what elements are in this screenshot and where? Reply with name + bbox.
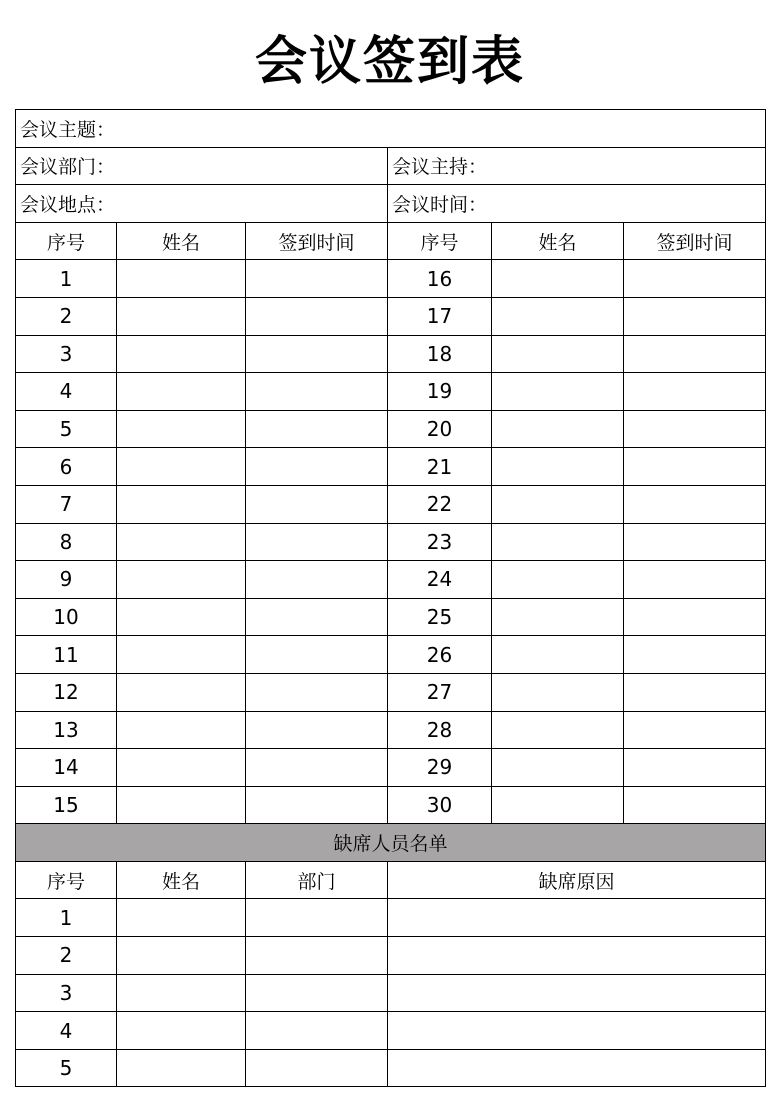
seq-cell: 16: [388, 260, 492, 298]
name-cell[interactable]: [117, 673, 246, 711]
seq-cell: 25: [388, 598, 492, 636]
seq-cell: 17: [388, 297, 492, 335]
name-cell[interactable]: [492, 297, 624, 335]
name-cell[interactable]: [492, 373, 624, 411]
sign-time-cell[interactable]: [624, 260, 766, 298]
sign-time-cell[interactable]: [624, 711, 766, 749]
name-cell[interactable]: [492, 448, 624, 486]
name-cell[interactable]: [492, 598, 624, 636]
seq-header: 序号: [16, 861, 117, 899]
topic-field[interactable]: 会议主题：: [16, 110, 766, 148]
department-cell[interactable]: [246, 1012, 388, 1050]
seq-cell: 29: [388, 749, 492, 787]
name-cell[interactable]: [492, 673, 624, 711]
sign-time-cell[interactable]: [624, 523, 766, 561]
name-cell[interactable]: [117, 937, 246, 975]
seq-cell: 2: [16, 937, 117, 975]
sign-time-cell[interactable]: [246, 448, 388, 486]
table-row: [16, 523, 766, 561]
absent-header-row: [16, 861, 766, 899]
seq-cell: 2: [16, 297, 117, 335]
seq-cell: 22: [388, 485, 492, 523]
name-cell[interactable]: [117, 899, 246, 937]
absent-band-row: [16, 824, 766, 862]
seq-cell: 10: [16, 598, 117, 636]
reason-cell[interactable]: [388, 937, 766, 975]
name-cell[interactable]: [117, 373, 246, 411]
sign-time-header: 签到时间: [624, 222, 766, 260]
seq-cell: 7: [16, 485, 117, 523]
reason-header: 缺席原因: [388, 861, 766, 899]
seq-cell: 20: [388, 410, 492, 448]
reason-cell[interactable]: [388, 899, 766, 937]
name-cell[interactable]: [117, 297, 246, 335]
department-header: 部门: [246, 861, 388, 899]
name-cell[interactable]: [117, 523, 246, 561]
table-row: [16, 636, 766, 674]
sign-time-cell[interactable]: [246, 711, 388, 749]
absent-row: [16, 899, 766, 937]
sign-time-cell[interactable]: [624, 335, 766, 373]
name-header: 姓名: [117, 222, 246, 260]
seq-header: 序号: [388, 222, 492, 260]
topic-row: [16, 110, 766, 148]
sign-time-cell[interactable]: [624, 673, 766, 711]
signin-table: [15, 109, 766, 1087]
seq-cell: 18: [388, 335, 492, 373]
department-field[interactable]: 会议部门：: [16, 147, 388, 185]
table-row: [16, 448, 766, 486]
absent-list-title: 缺席人员名单: [16, 824, 766, 862]
seq-cell: 11: [16, 636, 117, 674]
name-cell[interactable]: [492, 260, 624, 298]
department-cell[interactable]: [246, 937, 388, 975]
name-cell[interactable]: [117, 749, 246, 787]
seq-cell: 14: [16, 749, 117, 787]
sign-time-cell[interactable]: [624, 561, 766, 599]
sign-time-cell[interactable]: [246, 297, 388, 335]
name-cell[interactable]: [117, 636, 246, 674]
seq-cell: 12: [16, 673, 117, 711]
seq-cell: 19: [388, 373, 492, 411]
name-cell[interactable]: [117, 1049, 246, 1087]
absent-row: [16, 937, 766, 975]
sign-time-cell[interactable]: [624, 636, 766, 674]
sign-time-cell[interactable]: [624, 749, 766, 787]
reason-cell[interactable]: [388, 974, 766, 1012]
seq-cell: 1: [16, 260, 117, 298]
sign-time-cell[interactable]: [246, 260, 388, 298]
table-row: [16, 410, 766, 448]
name-cell[interactable]: [117, 786, 246, 824]
table-row: [16, 260, 766, 298]
name-cell[interactable]: [492, 749, 624, 787]
seq-cell: 4: [16, 1012, 117, 1050]
table-row: [16, 561, 766, 599]
sign-time-header: 签到时间: [246, 222, 388, 260]
name-cell[interactable]: [117, 448, 246, 486]
absent-row: [16, 1012, 766, 1050]
sign-time-cell[interactable]: [246, 485, 388, 523]
signin-header-row: [16, 222, 766, 260]
table-row: [16, 335, 766, 373]
sign-time-cell[interactable]: [246, 786, 388, 824]
name-cell[interactable]: [117, 561, 246, 599]
seq-cell: 21: [388, 448, 492, 486]
seq-cell: 5: [16, 410, 117, 448]
location-time-row: [16, 185, 766, 223]
department-cell[interactable]: [246, 974, 388, 1012]
table-row: [16, 673, 766, 711]
name-header: 姓名: [117, 861, 246, 899]
table-row: [16, 598, 766, 636]
sign-time-cell[interactable]: [624, 448, 766, 486]
sign-time-cell[interactable]: [624, 598, 766, 636]
name-cell[interactable]: [492, 561, 624, 599]
sign-time-cell[interactable]: [246, 523, 388, 561]
department-cell[interactable]: [246, 899, 388, 937]
seq-cell: 30: [388, 786, 492, 824]
name-cell[interactable]: [117, 1012, 246, 1050]
seq-cell: 27: [388, 673, 492, 711]
reason-cell[interactable]: [388, 1012, 766, 1050]
name-cell[interactable]: [117, 974, 246, 1012]
location-field[interactable]: 会议地点：: [16, 185, 388, 223]
department-host-row: [16, 147, 766, 185]
seq-cell: 4: [16, 373, 117, 411]
seq-cell: 5: [16, 1049, 117, 1087]
seq-cell: 28: [388, 711, 492, 749]
sign-time-cell[interactable]: [246, 749, 388, 787]
seq-cell: 3: [16, 335, 117, 373]
name-cell[interactable]: [492, 410, 624, 448]
seq-cell: 24: [388, 561, 492, 599]
name-cell[interactable]: [492, 523, 624, 561]
sign-time-cell[interactable]: [624, 786, 766, 824]
host-field[interactable]: 会议主持：: [388, 147, 766, 185]
table-row: [16, 786, 766, 824]
sign-time-cell[interactable]: [246, 410, 388, 448]
name-cell[interactable]: [492, 636, 624, 674]
sign-time-cell[interactable]: [246, 335, 388, 373]
sign-time-cell[interactable]: [246, 636, 388, 674]
name-cell[interactable]: [117, 711, 246, 749]
name-cell[interactable]: [492, 335, 624, 373]
sign-time-cell[interactable]: [246, 673, 388, 711]
sign-time-cell[interactable]: [624, 373, 766, 411]
seq-cell: 9: [16, 561, 117, 599]
name-cell[interactable]: [117, 598, 246, 636]
seq-header: 序号: [16, 222, 117, 260]
table-row: [16, 485, 766, 523]
time-field[interactable]: 会议时间：: [388, 185, 766, 223]
seq-cell: 23: [388, 523, 492, 561]
name-cell[interactable]: [117, 260, 246, 298]
table-row: [16, 711, 766, 749]
sign-time-cell[interactable]: [246, 561, 388, 599]
name-cell[interactable]: [492, 485, 624, 523]
seq-cell: 15: [16, 786, 117, 824]
name-cell[interactable]: [117, 335, 246, 373]
table-row: [16, 297, 766, 335]
name-cell[interactable]: [492, 711, 624, 749]
sign-time-cell[interactable]: [624, 485, 766, 523]
absent-row: [16, 974, 766, 1012]
absent-row: [16, 1049, 766, 1087]
seq-cell: 6: [16, 448, 117, 486]
department-cell[interactable]: [246, 1049, 388, 1087]
name-cell[interactable]: [117, 485, 246, 523]
sign-time-cell[interactable]: [246, 598, 388, 636]
seq-cell: 26: [388, 636, 492, 674]
sign-time-cell[interactable]: [624, 297, 766, 335]
table-row: [16, 749, 766, 787]
page-title: 会议签到表: [254, 32, 525, 92]
name-header: 姓名: [492, 222, 624, 260]
seq-cell: 3: [16, 974, 117, 1012]
seq-cell: 13: [16, 711, 117, 749]
name-cell[interactable]: [492, 786, 624, 824]
reason-cell[interactable]: [388, 1049, 766, 1087]
table-row: [16, 373, 766, 411]
sign-time-cell[interactable]: [624, 410, 766, 448]
name-cell[interactable]: [117, 410, 246, 448]
seq-cell: 8: [16, 523, 117, 561]
sign-time-cell[interactable]: [246, 373, 388, 411]
seq-cell: 1: [16, 899, 117, 937]
